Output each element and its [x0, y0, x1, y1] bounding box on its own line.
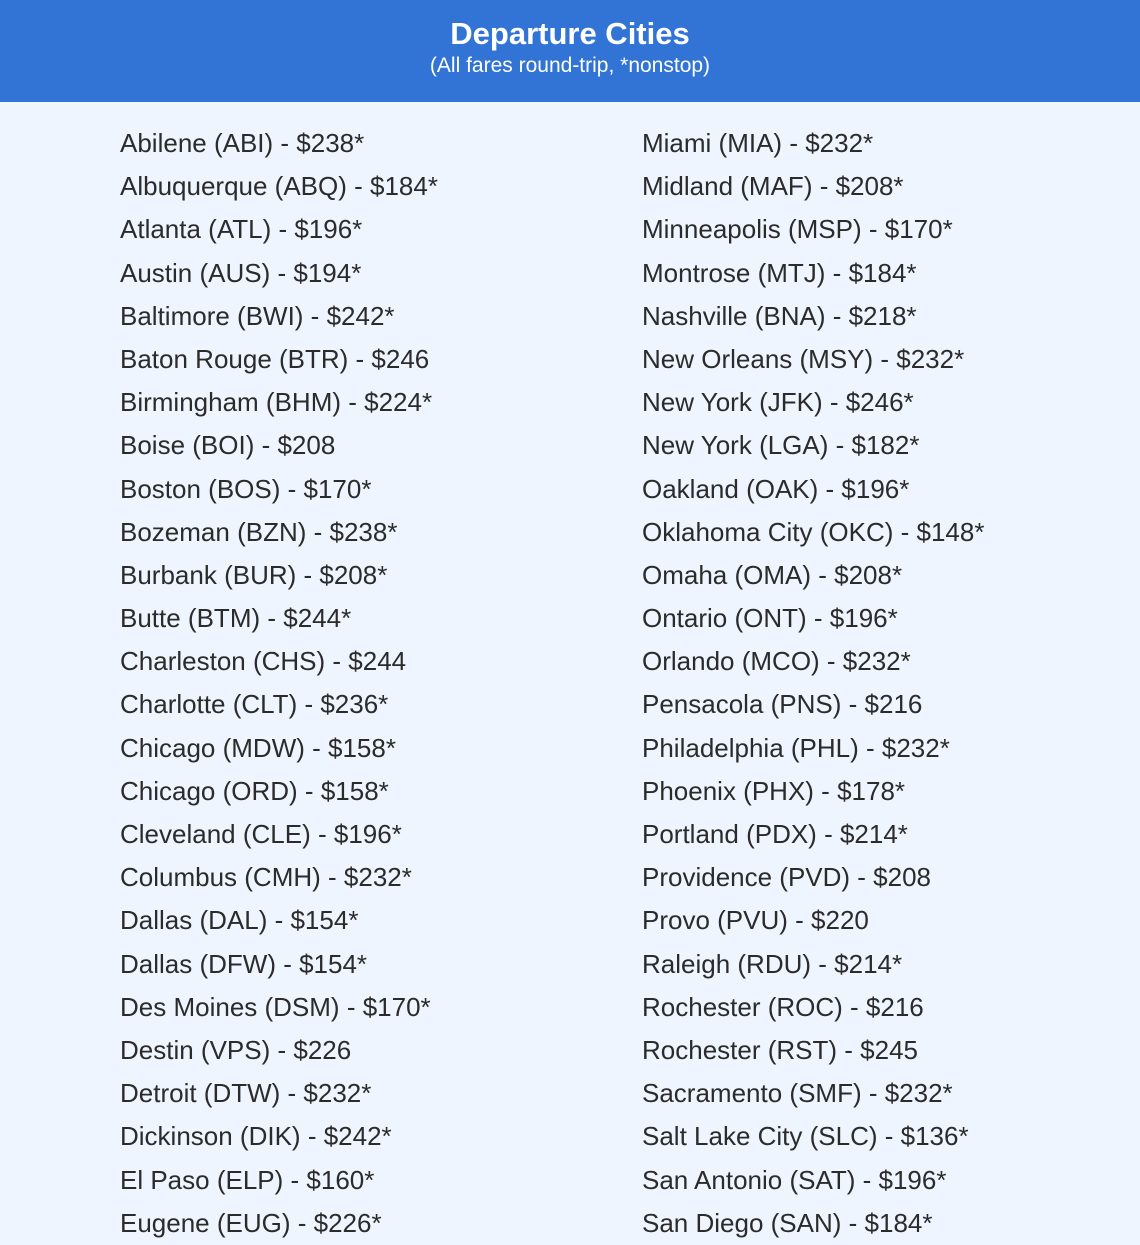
list-item: Boston (BOS) - $170*	[120, 473, 372, 504]
list-item: Oakland (OAK) - $196*	[642, 473, 910, 504]
list-item: Chicago (ORD) - $158*	[120, 775, 389, 806]
list-item: Chicago (MDW) - $158*	[120, 732, 396, 763]
list-item: Burbank (BUR) - $208*	[120, 559, 388, 590]
list-item: San Antonio (SAT) - $196*	[642, 1164, 947, 1195]
list-item: Dallas (DAL) - $154*	[120, 905, 359, 936]
list-item: Baltimore (BWI) - $242*	[120, 300, 395, 331]
list-item: Phoenix (PHX) - $178*	[642, 775, 906, 806]
list-item: El Paso (ELP) - $160*	[120, 1164, 375, 1195]
list-item: Eugene (EUG) - $226*	[120, 1207, 382, 1238]
list-item: Atlanta (ATL) - $196*	[120, 214, 363, 245]
list-item: Orlando (MCO) - $232*	[642, 646, 911, 677]
list-item: Detroit (DTW) - $232*	[120, 1078, 372, 1109]
list-item: New York (JFK) - $246*	[642, 387, 914, 418]
list-item: Dickinson (DIK) - $242*	[120, 1121, 392, 1152]
list-item: Bozeman (BZN) - $238*	[120, 516, 398, 547]
list-item: Oklahoma City (OKC) - $148*	[642, 516, 985, 547]
page-title: Departure Cities	[450, 16, 690, 51]
list-item: Dallas (DFW) - $154*	[120, 948, 368, 979]
left-column	[120, 122, 438, 1245]
list-item: Pensacola (PNS) - $216	[642, 689, 923, 720]
page-subtitle: (All fares round-trip, *nonstop)	[429, 54, 711, 77]
list-item: Provo (PVU) - $220	[642, 905, 869, 936]
list-item: Birmingham (BHM) - $224*	[120, 387, 433, 418]
list-item: Midland (MAF) - $208*	[642, 171, 904, 202]
list-item: Montrose (MTJ) - $184*	[642, 257, 917, 288]
list-item: Rochester (RST) - $245	[642, 1034, 918, 1065]
list-item: Providence (PVD) - $208	[642, 862, 932, 893]
list-item: Boise (BOI) - $208	[120, 430, 336, 461]
list-item: Butte (BTM) - $244*	[120, 603, 352, 634]
list-item: Abilene (ABI) - $238*	[120, 128, 365, 158]
list-item: New Orleans (MSY) - $232*	[642, 343, 965, 374]
right-column	[642, 122, 984, 1245]
list-item: Portland (PDX) - $214*	[642, 819, 908, 849]
list-item: Charleston (CHS) - $244	[120, 646, 407, 677]
list-item: Nashville (BNA) - $218*	[642, 300, 917, 331]
list-item: Omaha (OMA) - $208*	[642, 559, 903, 590]
list-item: Philadelphia (PHL) - $232*	[642, 732, 950, 763]
list-item: Minneapolis (MSP) - $170*	[642, 214, 953, 245]
list-item: Des Moines (DSM) - $170*	[120, 991, 431, 1022]
page-header	[0, 0, 1140, 102]
list-item: Columbus (CMH) - $232*	[120, 862, 412, 893]
list-item: Baton Rouge (BTR) - $246	[120, 343, 430, 374]
list-item: Destin (VPS) - $226	[120, 1034, 352, 1065]
list-item: Albuquerque (ABQ) - $184*	[120, 171, 438, 202]
list-item: San Diego (SAN) - $184*	[642, 1207, 933, 1238]
list-item: Rochester (ROC) - $216	[642, 991, 924, 1022]
list-item: Charlotte (CLT) - $236*	[120, 689, 389, 720]
departure-city-list	[0, 102, 1140, 1238]
list-item: Miami (MIA) - $232*	[642, 128, 874, 158]
list-item: Austin (AUS) - $194*	[120, 257, 362, 288]
list-item: New York (LGA) - $182*	[642, 430, 920, 461]
list-item: Salt Lake City (SLC) - $136*	[642, 1121, 969, 1152]
list-item: Ontario (ONT) - $196*	[642, 603, 898, 634]
list-item: Raleigh (RDU) - $214*	[642, 948, 903, 979]
list-item: Sacramento (SMF) - $232*	[642, 1078, 953, 1109]
list-item: Cleveland (CLE) - $196*	[120, 819, 402, 849]
